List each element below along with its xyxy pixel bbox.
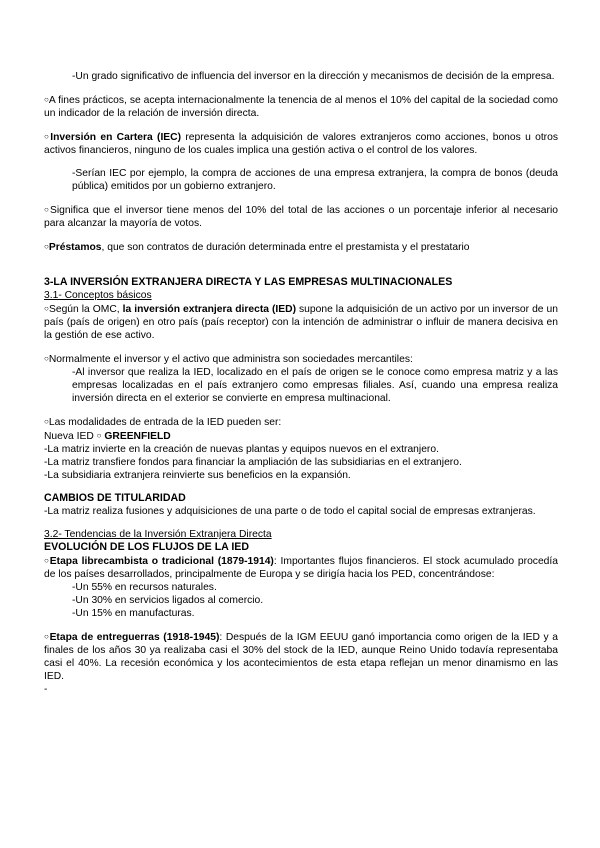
evolucion-title: EVOLUCIÓN DE LOS FLUJOS DE LA IED bbox=[44, 541, 250, 553]
paragraph-matriz-filiales: -Al inversor que realiza la IED, localizado en el país de origen se le conoce como empresa matriz y a las empresas localizadas en el país extranjero como empresas filiales. Así, cuando una empresa realiza inversión directa en el exterior se convierte en empresa multinacional. bbox=[72, 367, 558, 404]
paragraph-etapa-librecambista: ○Etapa librecambista o tradicional (1879-1914): Importantes flujos financieros. El stock acumulado procedía de los países desarrollados, principalmente de Europa y se dirigía hacia los PED, concentrándose: bbox=[44, 556, 558, 580]
section-3-title: 3-LA INVERSIÓN EXTRANJERA DIRECTA Y LAS EMPRESAS MULTINACIONALES bbox=[44, 276, 453, 288]
paragraph-sociedades: ○Normalmente el inversor y el activo que administra son sociedades mercantiles: bbox=[44, 354, 413, 365]
list-item: -La matriz invierte en la creación de nuevas plantas y equipos nuevos en el extranjero. bbox=[44, 444, 439, 455]
list-item: -La matriz transfiere fondos para financiar la ampliación de las subsidiarias en el extranjero. bbox=[44, 457, 462, 468]
paragraph-iec: ○Inversión en Cartera (IEC) representa la adquisición de valores extranjeros como acciones, bonos u otros activos financieros, ninguno de los cuales implica una gestión activa o el control de los valores. bbox=[44, 132, 558, 156]
list-item: -Un 30% en servicios ligados al comercio. bbox=[72, 595, 264, 606]
bullet-icon: ○ bbox=[44, 417, 49, 426]
paragraph-greenfield: Nueva IED ○ GREENFIELD bbox=[44, 431, 171, 442]
paragraph-omc: ○Según la OMC, la inversión extranjera directa (IED) supone la adquisición de un activo por un inversor de un país (país de origen) en otro país (país receptor) con la intención de administrar o influir de manera decisiva en la gestión de ese activo. bbox=[44, 304, 558, 341]
bullet-icon: ○ bbox=[96, 431, 102, 440]
bullet-icon: ○ bbox=[44, 556, 50, 565]
paragraph-influencia: -Un grado significativo de influencia del inversor en la dirección y mecanismos de decisión de la empresa. bbox=[72, 71, 555, 82]
paragraph-fusiones: -La matriz realiza fusiones y adquisiciones de una parte o de todo el capital social de empresas extranjeras. bbox=[44, 506, 536, 517]
trailing-dash: - bbox=[44, 684, 48, 695]
document-page bbox=[44, 70, 558, 696]
paragraph-significa: ○Significa que el inversor tiene menos del 10% del total de las acciones o un porcentaje inferior al necesario para alcanzar la mayoría de votos. bbox=[44, 205, 558, 229]
cambios-titularidad-title: CAMBIOS DE TITULARIDAD bbox=[44, 492, 186, 504]
section-3-2-title: 3.2- Tendencias de la Inversión Extranjera Directa bbox=[44, 529, 272, 540]
bullet-icon: ○ bbox=[44, 304, 49, 313]
list-item: -La subsidiaria extranjera reinvierte sus beneficios en la expansión. bbox=[44, 470, 351, 481]
list-item: -Un 15% en manufacturas. bbox=[72, 608, 195, 619]
bullet-icon: ○ bbox=[44, 354, 49, 363]
paragraph-modalidades: ○Las modalidades de entrada de la IED pueden ser: bbox=[44, 417, 282, 428]
paragraph-diez-por-ciento: ○A fines prácticos, se acepta internacionalmente la tenencia de al menos el 10% del capital de la sociedad como un indicador de la relación de inversión directa. bbox=[44, 95, 558, 119]
paragraph-iec-ejemplo: -Serían IEC por ejemplo, la compra de acciones de una empresa extranjera, la compra de bonos (deuda pública) emitidos por un gobierno extranjero. bbox=[72, 168, 558, 192]
bullet-icon: ○ bbox=[44, 132, 51, 141]
section-3-1-title: 3.1- Conceptos básicos bbox=[44, 290, 152, 301]
paragraph-etapa-entreguerras: ○Etapa de entreguerras (1918-1945): Después de la IGM EEUU ganó importancia como origen de la IED y a finales de los años 30 ya realizaba casi el 30% del stock de la IED, aunque Reino Unido todavía representaba casi el 40%. La recesión económica y los acontecimientos de esta etapa reflejan un menor dinamismo en las IED. bbox=[44, 632, 558, 682]
paragraph-prestamos: ○Préstamos, que son contratos de duración determinada entre el prestamista y el prestatario bbox=[44, 242, 470, 253]
bullet-icon: ○ bbox=[44, 205, 50, 214]
list-item: -Un 55% en recursos naturales. bbox=[72, 582, 217, 593]
bullet-icon: ○ bbox=[44, 95, 49, 104]
bullet-icon: ○ bbox=[44, 242, 49, 251]
bullet-icon: ○ bbox=[44, 632, 50, 641]
